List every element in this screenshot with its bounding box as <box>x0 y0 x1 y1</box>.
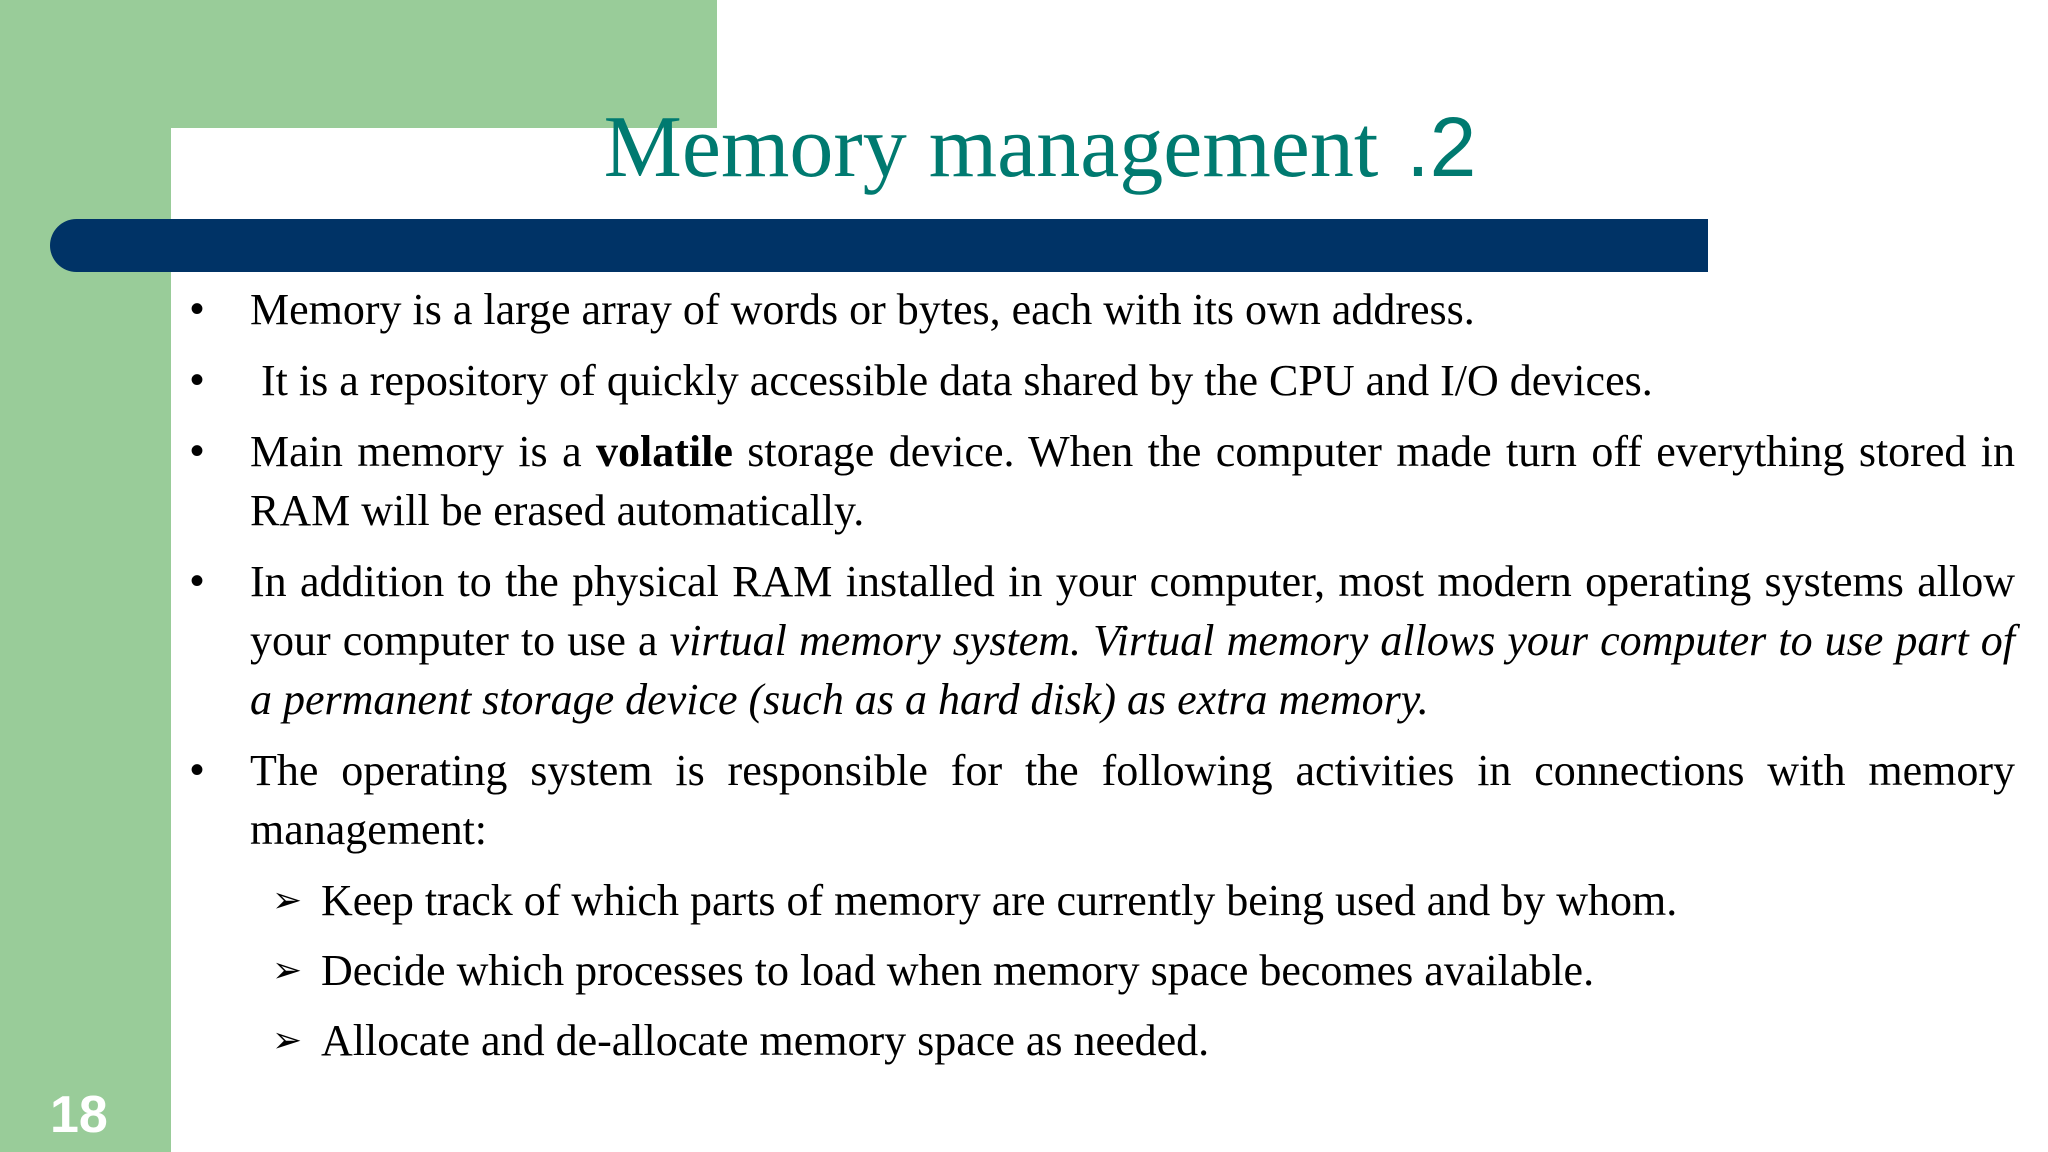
bullet-text: The operating system is responsible for the following activities in connections with memory management: <box>250 746 2015 854</box>
sub-bullet-item <box>190 1011 2015 1070</box>
bullet-item <box>190 280 2015 339</box>
slide-title-text: Memory management <box>603 99 1379 196</box>
bullet-icon: • <box>190 748 205 792</box>
bullet-text: Main memory is a <box>250 427 597 476</box>
page-number: 18 <box>50 1086 108 1144</box>
bullet-item <box>190 351 2015 410</box>
sub-bullet-text: Decide which processes to load when memory space becomes available. <box>321 946 1595 995</box>
bullet-list <box>190 280 2015 1081</box>
sub-bullet-text: Allocate and de-allocate memory space as needed. <box>321 1016 1210 1065</box>
bold-term: volatile <box>596 427 733 476</box>
arrow-bullet-icon: ➢ <box>272 1020 303 1061</box>
slide-title-number: .2 <box>1406 100 1477 194</box>
italic-text: virtual memory system. Virtual memory allows your computer to use part of a permanent storage device (such as a hard disk) as extra memory. <box>250 616 2015 724</box>
slide-title <box>540 92 1540 203</box>
bullet-item <box>190 741 2015 859</box>
bullet-text: storage device. When the computer made turn off everything stored in RAM will be erased automatically. <box>250 427 2015 535</box>
bullet-icon: • <box>190 559 205 603</box>
green-sidebar <box>0 0 171 1152</box>
arrow-bullet-icon: ➢ <box>272 950 303 991</box>
bullet-text: Memory is a large array of words or bytes, each with its own address. <box>250 285 1475 334</box>
bullet-text: It is a repository of quickly accessible data shared by the CPU and I/O devices. <box>250 356 1653 405</box>
sub-bullet-text: Keep track of which parts of memory are currently being used and by whom. <box>321 876 1678 925</box>
sub-bullet-item <box>190 941 2015 1000</box>
bullet-item <box>190 422 2015 540</box>
bullet-icon: • <box>190 358 205 402</box>
bullet-icon: • <box>190 429 205 473</box>
bullet-item <box>190 552 2015 729</box>
bullet-text: In addition to the physical RAM installed in your computer, most modern operating systems allow your computer to use a <box>250 557 2015 665</box>
arrow-bullet-icon: ➢ <box>272 880 303 921</box>
bullet-icon: • <box>190 287 205 331</box>
title-underline-bar <box>50 219 1708 272</box>
sub-bullet-item <box>190 871 2015 930</box>
